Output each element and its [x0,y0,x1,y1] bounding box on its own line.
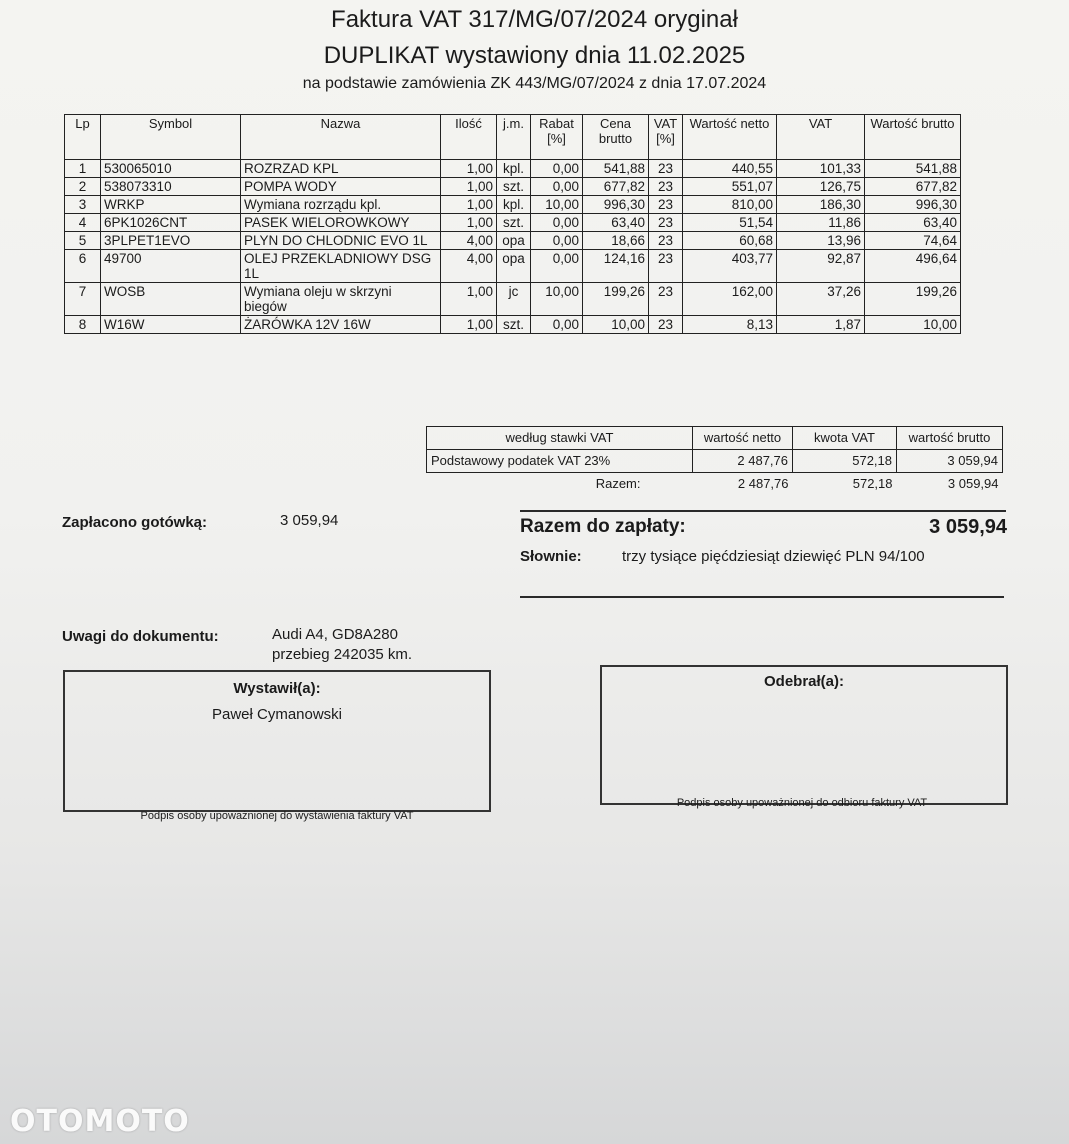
cell-vat-pct: 23 [649,160,683,178]
cell-brutto: 199,26 [865,283,961,316]
cell-jm: jc [497,283,531,316]
cell-symbol: W16W [101,316,241,334]
cell-jm: kpl. [497,196,531,214]
col-ilosc: Ilość [441,115,497,160]
cell-netto: 51,54 [683,214,777,232]
cell-cena: 18,66 [583,232,649,250]
cell-lp: 5 [65,232,101,250]
cell-brutto: 74,64 [865,232,961,250]
cell-netto: 551,07 [683,178,777,196]
cell-ilosc: 4,00 [441,250,497,283]
cell-rabat: 0,00 [531,232,583,250]
cell-rabat: 0,00 [531,214,583,232]
notes-label: Uwagi do dokumentu: [62,628,219,645]
col-jm: j.m. [497,115,531,160]
cell-nazwa: PLYN DO CHLODNIC EVO 1L [241,232,441,250]
cell-nazwa: ŻARÓWKA 12V 16W [241,316,441,334]
cell-vat: 126,75 [777,178,865,196]
cell-lp: 4 [65,214,101,232]
cell-nazwa: Wymiana rozrządu kpl. [241,196,441,214]
cell-ilosc: 1,00 [441,160,497,178]
cell-vat-pct: 23 [649,283,683,316]
cell-vat-pct: 23 [649,196,683,214]
order-reference: na podstawie zamówienia ZK 443/MG/07/2024 z dnia 17.07.2024 [302,75,767,92]
notes-line-1: Audi A4, GD8A280 [272,626,398,643]
table-row [65,178,961,196]
vat-rate: Podstawowy podatek VAT 23% [427,450,693,473]
cell-cena: 10,00 [583,316,649,334]
cell-rabat: 10,00 [531,283,583,316]
vat-summary-row [427,450,1003,473]
col-lp: Lp [65,115,101,160]
vat-col-rate: według stawki VAT [427,427,693,450]
cell-vat: 92,87 [777,250,865,283]
cell-ilosc: 1,00 [441,196,497,214]
cell-vat: 37,26 [777,283,865,316]
cell-cena: 996,30 [583,196,649,214]
cell-lp: 1 [65,160,101,178]
issuer-signature-box [63,670,491,812]
cell-ilosc: 1,00 [441,214,497,232]
cell-vat: 1,87 [777,316,865,334]
razem-netto: 2 487,76 [737,476,789,491]
col-cena: Cena brutto [583,115,649,160]
cell-nazwa: PASEK WIELOROWKOWY [241,214,441,232]
cell-vat: 13,96 [777,232,865,250]
cell-ilosc: 4,00 [441,232,497,250]
cell-jm: kpl. [497,160,531,178]
cell-cena: 199,26 [583,283,649,316]
receiver-caption: Podpis osoby upoważnionej do odbioru faktury VAT [676,797,928,809]
cell-nazwa: ROZRZAD KPL [241,160,441,178]
cell-vat: 101,33 [777,160,865,178]
cell-nazwa: OLEJ PRZEKLADNIOWY DSG 1L [241,250,441,283]
cell-netto: 8,13 [683,316,777,334]
vat-summary-header [427,427,1003,450]
cell-vat: 186,30 [777,196,865,214]
cell-jm: szt. [497,316,531,334]
cell-symbol: 3PLPET1EVO [101,232,241,250]
cell-brutto: 541,88 [865,160,961,178]
cell-rabat: 0,00 [531,250,583,283]
cell-jm: szt. [497,214,531,232]
otomoto-watermark: OTOMOTO [10,1104,190,1139]
items-table [64,114,961,334]
cell-cena: 541,88 [583,160,649,178]
notes-line-2: przebieg 242035 km. [272,646,413,663]
issuer-title: Wystawił(a): [233,680,321,697]
issuer-name: Paweł Cymanowski [211,706,343,723]
col-rabat: Rabat [%] [531,115,583,160]
cell-ilosc: 1,00 [441,178,497,196]
cell-lp: 6 [65,250,101,283]
cell-lp: 3 [65,196,101,214]
cell-netto: 162,00 [683,283,777,316]
cell-rabat: 0,00 [531,160,583,178]
cell-vat-pct: 23 [649,250,683,283]
table-row [65,160,961,178]
razem-brutto: 3 059,94 [947,476,999,491]
words-value: trzy tysiące pięćdziesiąt dziewięć PLN 94/100 [622,548,925,565]
table-row [65,250,961,283]
cell-lp: 7 [65,283,101,316]
cell-vat-pct: 23 [649,214,683,232]
table-row [65,214,961,232]
cell-symbol: 49700 [101,250,241,283]
cell-symbol: WRKP [101,196,241,214]
cell-symbol: WOSB [101,283,241,316]
col-symbol: Symbol [101,115,241,160]
cell-netto: 60,68 [683,232,777,250]
cell-symbol: 530065010 [101,160,241,178]
cell-vat: 11,86 [777,214,865,232]
duplicate-line: DUPLIKAT wystawiony dnia 11.02.2025 [323,42,746,69]
cell-brutto: 10,00 [865,316,961,334]
invoice-title: Faktura VAT 317/MG/07/2024 oryginał [331,6,738,33]
receiver-signature-box [600,665,1008,805]
cell-vat-pct: 23 [649,178,683,196]
vat-netto: 2 487,76 [693,450,793,473]
paid-cash-value: 3 059,94 [280,512,339,529]
cell-ilosc: 1,00 [441,283,497,316]
razem-label: Razem: [595,476,641,491]
col-vat-pct: VAT [%] [649,115,683,160]
table-row [65,196,961,214]
total-value: 3 059,94 [929,516,1007,538]
issuer-caption: Podpis osoby upoważnionej do wystawienia faktury VAT [140,810,414,822]
col-netto: Wartość netto [683,115,777,160]
table-row [65,283,961,316]
cell-nazwa: POMPA WODY [241,178,441,196]
words-label: Słownie: [520,548,582,565]
vat-brutto: 3 059,94 [897,450,1003,473]
vat-summary-table [426,426,1003,495]
total-label: Razem do zapłaty: [520,516,686,537]
cell-cena: 124,16 [583,250,649,283]
cell-lp: 8 [65,316,101,334]
cell-symbol: 6PK1026CNT [101,214,241,232]
cell-jm: opa [497,250,531,283]
cell-netto: 403,77 [683,250,777,283]
cell-lp: 2 [65,178,101,196]
cell-jm: opa [497,232,531,250]
cell-nazwa: Wymiana oleju w skrzyni biegów [241,283,441,316]
cell-vat-pct: 23 [649,232,683,250]
razem-vat: 572,18 [852,476,893,491]
cell-ilosc: 1,00 [441,316,497,334]
cell-rabat: 0,00 [531,316,583,334]
cell-jm: szt. [497,178,531,196]
vat-col-brutto: wartość brutto [897,427,1003,450]
items-header-row [65,115,961,160]
divider-bottom [520,596,1004,598]
table-row [65,232,961,250]
col-vat: VAT [777,115,865,160]
receiver-title: Odebrał(a): [763,673,844,690]
cell-vat-pct: 23 [649,316,683,334]
col-brutto: Wartość brutto [865,115,961,160]
cell-symbol: 538073310 [101,178,241,196]
cell-netto: 810,00 [683,196,777,214]
cell-cena: 677,82 [583,178,649,196]
cell-netto: 440,55 [683,160,777,178]
vat-col-netto: wartość netto [693,427,793,450]
divider-top [520,510,1006,512]
cell-cena: 63,40 [583,214,649,232]
cell-brutto: 996,30 [865,196,961,214]
cell-brutto: 63,40 [865,214,961,232]
vat-col-vat: kwota VAT [793,427,897,450]
vat-amount: 572,18 [793,450,897,473]
table-row [65,316,961,334]
col-nazwa: Nazwa [241,115,441,160]
cell-rabat: 10,00 [531,196,583,214]
paid-cash-label: Zapłacono gotówką: [62,514,208,531]
cell-rabat: 0,00 [531,178,583,196]
vat-razem-row [427,473,1003,496]
cell-brutto: 496,64 [865,250,961,283]
cell-brutto: 677,82 [865,178,961,196]
